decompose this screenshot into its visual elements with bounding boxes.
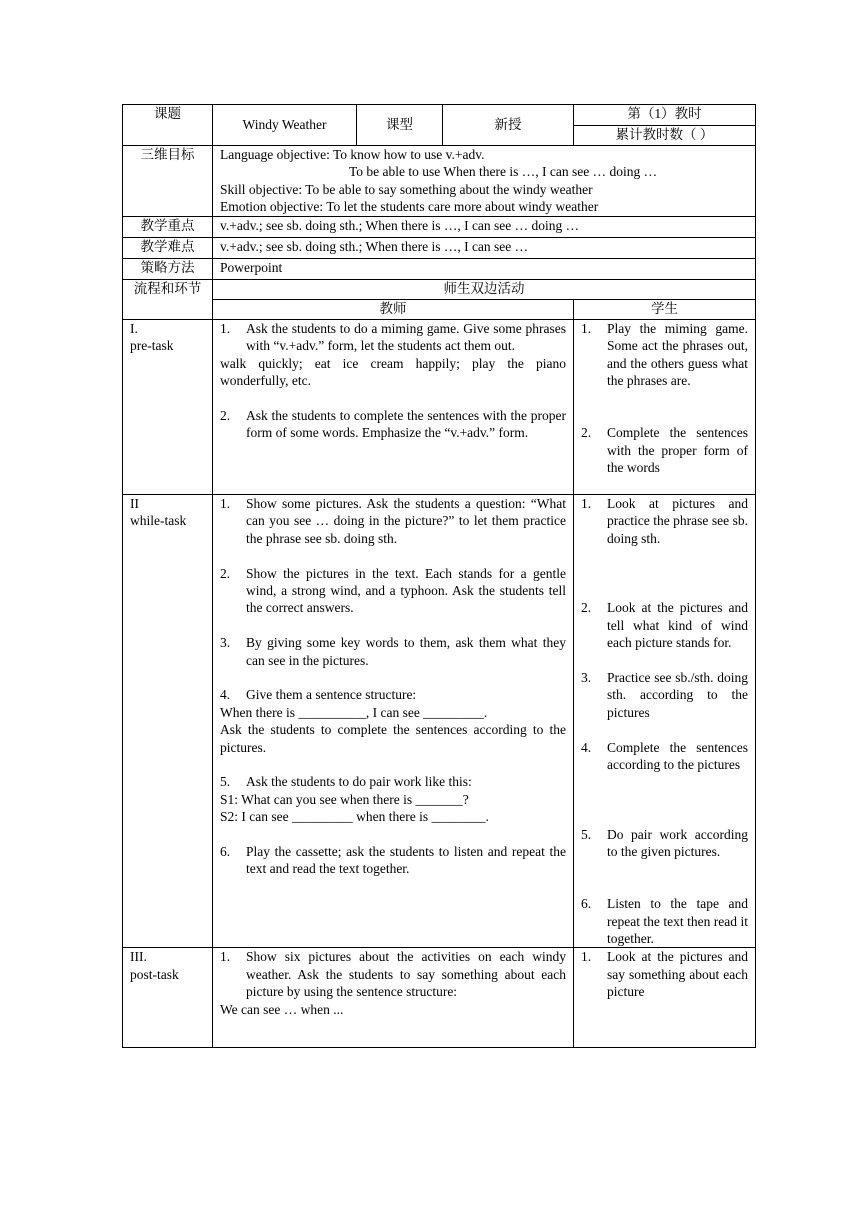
cumulative-periods: 累计教时数（ ）	[615, 127, 714, 142]
teacher-header: 教师	[379, 301, 407, 316]
pre-task-name: pre-task	[130, 338, 174, 354]
while-task-name: while-task	[130, 513, 187, 529]
objective-language-2: To be able to use When there is …, I can see … doing …	[349, 164, 658, 180]
methods-label-cell	[123, 259, 213, 280]
while-task-step-4-instruction: Ask the students to complete the sentences according to the pictures.	[220, 722, 566, 755]
post-task-number: III.	[130, 949, 147, 965]
key-points-cell	[213, 217, 756, 238]
difficulties-label: 教学难点	[140, 239, 195, 254]
while-task-label-cell	[123, 495, 213, 948]
type-value-cell	[443, 105, 574, 146]
pre-task-teacher-step-2: 2. Ask the students to complete the sentences with the proper form of some words. Emphasize the “v.+adv.” form.	[220, 408, 566, 441]
pre-task-phrases: walk quickly; eat ice cream happily; play the piano wonderfully, etc.	[220, 355, 566, 389]
while-task-teacher-step-6: 6. Play the cassette; ask the students to listen and repeat the text and read the text together.	[220, 844, 566, 877]
difficulties-cell	[213, 238, 756, 259]
key-points-label: 教学重点	[140, 218, 195, 233]
objectives-label: 三维目标	[140, 147, 195, 162]
while-task-teacher-step-5: 5. Ask the students to do pair work like this:	[220, 774, 472, 790]
activities-header-cell	[213, 280, 756, 300]
process-label: 流程和环节	[133, 281, 202, 296]
while-task-teacher-step-4: 4. Give them a sentence structure:	[220, 687, 417, 703]
activities-header: 师生双边活动	[443, 281, 525, 296]
type-label-cell	[357, 105, 443, 146]
type-label: 课型	[386, 117, 413, 133]
methods-value: Powerpoint	[220, 260, 283, 275]
while-task-student-step-6: 6. Listen to the tape and repeat the text then read it together.	[581, 896, 748, 946]
period-cell	[574, 105, 756, 126]
period-number: 第（1）教时	[627, 106, 702, 121]
while-task-number: II	[130, 496, 139, 511]
post-task-name: post-task	[130, 966, 179, 982]
student-header-cell	[574, 300, 756, 320]
sentence-structure-line: When there is __________, I can see _________.	[220, 704, 488, 720]
post-task-structure: We can see … when ...	[220, 1001, 344, 1017]
process-label-cell	[123, 280, 213, 320]
while-task-student-cell	[574, 495, 756, 948]
pre-task-number: I.	[130, 321, 138, 336]
key-points-label-cell	[123, 217, 213, 238]
while-task-teacher-step-2: 2. Show the pictures in the text. Each stands for a gentle wind, a strong wind, and a typhoon. Ask the students tell the correct answers.	[220, 565, 566, 616]
pre-task-teacher-cell	[213, 320, 574, 495]
pre-task-teacher-step-1: 1. Ask the students to do a miming game. Give some phrases with “v.+adv.” form, let the students act them out.	[220, 321, 566, 354]
while-task-teacher-step-1: 1. Show some pictures. Ask the students a question: “What can you see … doing in the picture?” to let them practice the phrase see sb. doing sth.	[220, 496, 566, 546]
pre-task-student-step-1: 1. Play the miming game. Some act the phrases out, and the others guess what the phrases are.	[581, 321, 748, 389]
methods-cell	[213, 259, 756, 280]
while-task-student-step-1: 1. Look at pictures and practice the phrase see sb. doing sth.	[581, 496, 748, 546]
post-task-student-cell	[574, 948, 756, 1048]
difficulties-label-cell	[123, 238, 213, 259]
objective-language: Language objective: To know how to use v.+adv.	[220, 147, 485, 162]
teacher-header-cell	[213, 300, 574, 320]
title-label-cell	[123, 105, 213, 146]
lesson-title: Windy Weather	[242, 117, 327, 133]
while-task-student-step-4: 4. Complete the sentences according to the pictures	[581, 739, 748, 773]
key-points-value: v.+adv.; see sb. doing sth.; When there is …, I can see … doing …	[220, 218, 580, 233]
student-header: 学生	[651, 301, 678, 316]
pair-work-line-s1: S1: What can you see when there is _______?	[220, 791, 469, 807]
post-task-teacher-step-1: 1. Show six pictures about the activities on each windy weather. Ask the students to say something about each picture by using the sentence structure:	[220, 949, 566, 1000]
methods-label: 策略方法	[140, 260, 195, 275]
pre-task-student-step-2: 2. Complete the sentences with the proper form of the words	[581, 425, 748, 476]
while-task-student-step-2: 2. Look at the pictures and tell what kind of wind each picture stands for.	[581, 600, 748, 651]
post-task-label-cell	[123, 948, 213, 1048]
objective-skill: Skill objective: To be able to say something about the windy weather	[220, 181, 593, 197]
while-task-student-step-3: 3. Practice see sb./sth. doing sth. according to the pictures	[581, 670, 748, 720]
lesson-plan-table	[122, 104, 756, 1048]
while-task-student-step-5: 5. Do pair work according to the given pictures.	[581, 826, 748, 859]
pre-task-label-cell	[123, 320, 213, 495]
title-label: 课题	[154, 106, 181, 121]
title-value-cell	[213, 105, 357, 146]
post-task-student-step-1: 1. Look at the pictures and say something about each picture	[581, 949, 748, 1000]
while-task-teacher-step-3: 3. By giving some key words to them, ask them what they can see in the pictures.	[220, 635, 566, 668]
objectives-label-cell	[123, 146, 213, 217]
cumulative-cell	[574, 126, 756, 146]
objectives-cell	[213, 146, 756, 217]
objective-emotion: Emotion objective: To let the students care more about windy weather	[220, 199, 599, 215]
type-value: 新授	[494, 117, 522, 133]
post-task-teacher-cell	[213, 948, 574, 1048]
pair-work-line-s2: S2: I can see _________ when there is ________.	[220, 809, 489, 825]
pre-task-student-cell	[574, 320, 756, 495]
difficulties-value: v.+adv.; see sb. doing sth.; When there is …, I can see …	[220, 239, 529, 254]
while-task-teacher-cell	[213, 495, 574, 948]
